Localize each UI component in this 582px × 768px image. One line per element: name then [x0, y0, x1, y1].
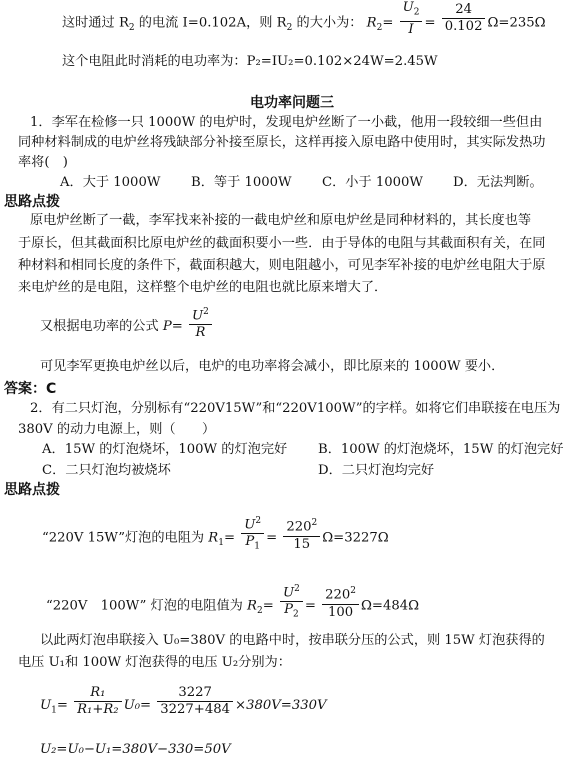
hint1-line-2: 于原长，但其截面积比原电炉丝的截面积要小一些．由于导体的电阻与其截面积有关，在同	[18, 236, 546, 251]
q2-line-2: 380V 的动力电源上，则（ ）	[18, 422, 216, 437]
text: R	[195, 325, 206, 341]
text: 2	[286, 22, 293, 33]
text: 2	[294, 584, 300, 594]
text: Ω=3227Ω	[322, 530, 389, 546]
text: U₀	[123, 698, 140, 713]
section-title: 电功率问题三	[250, 95, 334, 111]
text: 1	[254, 542, 260, 553]
text: 3227+484	[160, 702, 231, 717]
text: 2	[203, 307, 209, 317]
text: R₁	[74, 685, 121, 702]
fraction	[189, 304, 212, 341]
q1-line-2: 同种材料制成的电炉丝将残缺部分补接至原长，这样再接入原电路中使用时，其实际发热功	[18, 135, 546, 150]
text: 100	[327, 604, 354, 620]
hint1-line-3: 种材料和相同长度的条件下，截面积越大，则电阻越小，可见李军补接的电炉丝电阻大于原	[18, 258, 546, 273]
text: ×380V=330V	[235, 698, 327, 713]
q2-option-d: D．二只灯泡均完好	[318, 463, 435, 478]
text: “220V 15W”灯泡的电阻为	[42, 530, 209, 546]
text: 2	[256, 606, 263, 617]
text: 2	[255, 516, 262, 526]
text: 2	[292, 610, 299, 621]
answer-1: 答案：C	[4, 381, 57, 397]
hint2-r2-formula: “220V 100W” 灯泡的电阻值为 $R_2=$ $\frac{U^2}{P_2}$ = $\frac{220^2}{100}$ Ω=484Ω	[46, 589, 419, 623]
q1-option-a: A．大于 1000W	[60, 175, 161, 190]
text: 2	[128, 22, 135, 33]
fraction	[280, 581, 303, 623]
text: P	[162, 319, 172, 335]
q1-options	[60, 174, 543, 192]
fraction	[74, 685, 121, 718]
hint1-title: 思路点拨	[4, 194, 60, 210]
q1-option-d: D．无法判断。	[453, 175, 543, 190]
text: R	[247, 598, 257, 614]
fraction	[442, 2, 486, 35]
text: 3227	[157, 685, 233, 702]
hint2-series-line-2: 电压 U₁和 100W 灯泡获得的电压 U₂分别为：	[18, 655, 291, 670]
text: 24	[442, 2, 486, 19]
text: R	[366, 15, 377, 31]
hint2-r1-formula: “220V 15W”灯泡的电阻为 $R_1=$ $\frac{U^2}{P_1}$ = $\frac{220^2}{15}$ Ω=3227Ω	[42, 521, 389, 555]
text: U	[282, 585, 295, 601]
top-line-1: 这时通过 $R_2$ 的电流 I=0.102A，则 $R_2$ 的大小为： $R_2=$ $\frac{U_2}{I}$ = $\frac{24}{0.102}$ Ω=235Ω	[62, 0, 546, 37]
fraction	[241, 513, 264, 555]
top-line-2: 这个电阻此时消耗的电功率为：P₂=IU₂=0.102×24W=2.45W	[62, 54, 438, 69]
text: P	[284, 602, 293, 618]
text: 这时通过 R	[62, 15, 129, 31]
q1-line-1: 1．李军在检修一只 1000W 的电炉时，发现电炉丝断了一小截，他用一段较细一些但由	[30, 115, 543, 130]
text: R₁+R₂	[77, 702, 119, 717]
q1-option-c: C．小于 1000W	[322, 175, 423, 190]
text: 1	[51, 705, 57, 716]
text: Ω=484Ω	[360, 598, 420, 614]
hint1-line-1: 原电炉丝断了一截，李军找来补接的一截电炉丝和原电炉丝是同种材料的，其长度也等	[30, 213, 532, 228]
q2-option-b: B．100W 的灯泡烧坏，15W 的灯泡完好	[318, 442, 564, 457]
text: U	[192, 308, 204, 324]
fraction	[400, 0, 423, 38]
hint2-u2-formula: U₂=U₀−U₁=380V−330=50V	[40, 742, 231, 757]
text: 2	[413, 7, 420, 18]
text: R	[208, 530, 219, 546]
q1-line-3: 率将( )	[18, 155, 68, 170]
text: 220	[286, 519, 312, 535]
hint2-series-line-1: 以此两灯泡串联接入 U₀=380V 的电路中时，按串联分压的公式，则 15W 灯泡获得的	[40, 633, 545, 648]
text: 2	[350, 586, 356, 597]
q1-option-b: B．等于 1000W	[191, 175, 292, 190]
text: 又根据电功率的公式	[40, 319, 163, 335]
text: U	[402, 0, 414, 15]
text: 220	[325, 587, 351, 603]
text: 0.102	[444, 19, 483, 35]
fraction	[283, 515, 320, 552]
text: P	[245, 534, 255, 550]
text: U	[40, 698, 52, 713]
text: Ω=235Ω	[487, 15, 546, 31]
q2-option-a: A．15W 的灯泡烧坏，100W 的灯泡完好	[42, 442, 288, 457]
hint1-line-4: 来电炉丝的是电阻，这样整个电炉丝的电阻也就比原来增大了．	[18, 280, 388, 295]
text: 15	[293, 536, 311, 552]
text: 2	[376, 22, 383, 33]
hint2-title: 思路点拨	[4, 482, 60, 498]
text: “220V 100W” 灯泡的电阻值为	[46, 598, 248, 614]
text: U	[244, 517, 256, 533]
fraction	[157, 685, 233, 718]
hint1-formula: 又根据电功率的公式 P= $\frac{U^2}{R}$	[40, 312, 214, 341]
q2-line-1: 2．有二只灯泡，分别标有“220V15W”和“220V100W”的字样。如将它们串联接在电压为	[30, 401, 561, 416]
text: 的大小为：	[292, 15, 363, 31]
text: 2	[311, 518, 318, 529]
text: I	[408, 21, 414, 37]
hint1-line-5: 可见李军更换电炉丝以后，电炉的电功率将会减小，即比原来的 1000W 要小．	[40, 359, 505, 374]
fraction	[322, 583, 359, 620]
q2-option-c: C．二只灯泡均被烧坏	[42, 463, 171, 478]
text: 1	[218, 538, 224, 549]
text: 的电流 I=0.102A，则 R	[134, 15, 287, 31]
hint2-u1-formula: $U_1=$ $\frac{\text{R₁}}{\text{R₁+R₂}}$ U₀= $\frac{3227}{3227+484}$ ×380V=330V	[40, 685, 327, 717]
